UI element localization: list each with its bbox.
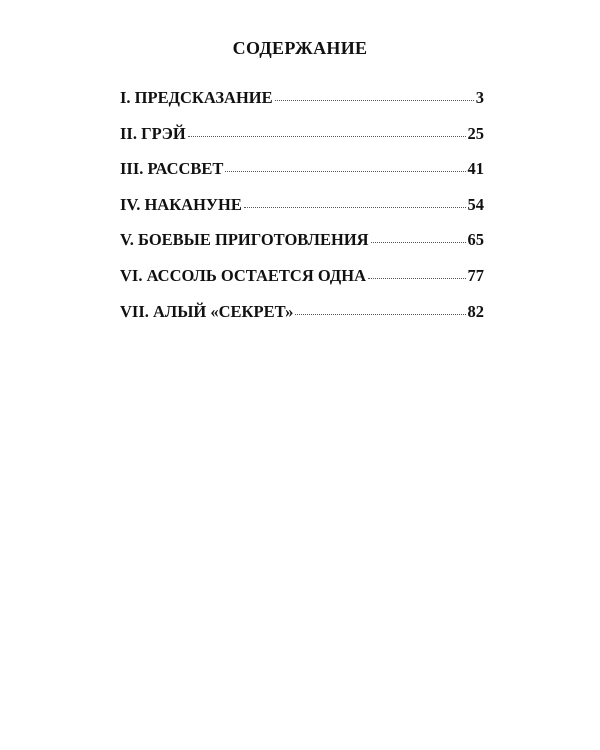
dot-leader [244,207,466,208]
dot-leader [188,136,466,137]
toc-entry-page-number: 54 [467,194,484,214]
toc-entry-page-number: 41 [467,159,484,179]
toc-entry-title: III. РАССВЕТ [120,159,224,179]
toc-entry [120,124,484,160]
dot-leader [368,278,466,279]
toc-entry-title: II. ГРЭЙ [120,123,186,143]
toc-entry [120,88,484,124]
toc-entry-page-number: 77 [467,265,484,285]
table-of-contents [120,88,484,337]
toc-entry [120,302,484,338]
toc-entry-page-number: 82 [467,301,484,321]
page-title: СОДЕРЖАНИЕ [232,38,368,58]
toc-entry-page-number: 3 [475,88,484,107]
toc-entry-page-number: 25 [467,123,484,143]
dot-leader [371,242,466,243]
toc-entry-title: VII. АЛЫЙ «СЕКРЕТ» [120,301,294,321]
dot-leader [295,314,465,315]
dot-leader [225,171,465,172]
toc-entry-title: VI. АССОЛЬ ОСТАЕТСЯ ОДНА [120,265,366,285]
toc-entry [120,159,484,195]
toc-entry-title: IV. НАКАНУНЕ [120,194,242,214]
toc-entry [120,230,484,266]
toc-entry-title: V. БОЕВЫЕ ПРИГОТОВЛЕНИЯ [120,230,369,250]
dot-leader [275,100,474,101]
toc-entry [120,266,484,302]
toc-entry-page-number: 65 [467,230,484,250]
toc-entry-title: I. ПРЕДСКАЗАНИЕ [120,88,273,107]
toc-entry [120,195,484,231]
